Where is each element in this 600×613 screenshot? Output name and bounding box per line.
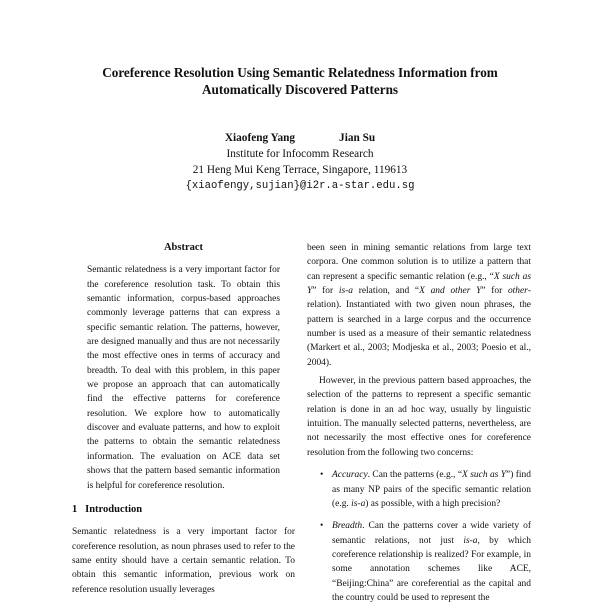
title-line-2: Automatically Discovered Patterns	[201, 82, 399, 97]
intro-paragraph: Semantic relatedness is a very important factor for coreference resolution, as noun phrases used to refer to the same entity should have a certain semantic relation. To obtain this semantic information, previous work on reference resolution usually leverages	[72, 527, 295, 595]
title-line-1: Coreference Resolution Using Semantic Relatedness Information from	[102, 65, 498, 80]
abstract-text: Semantic relatedness is a very important factor for the coreference resolution task. To obtain this semantic information, corpus-based approaches commonly leverage patterns that can express a specific semantic relation. The patterns, however, are designed manually and thus are not necessarily the most effective ones in terms of accuracy and breadth. To deal with this problem, in this paper we propose an approach that can automatically find the effective patterns for coreference resolution. We explore how to automatically discover and evaluate patterns, and how to exploit the patterns to obtain the semantic relatedness information. The evaluation on ACE data set shows that the pattern based semantic information is helpful for coreference resolution.	[87, 265, 280, 491]
section-title: Introduction	[85, 503, 143, 515]
list-item: • Breadth. Can the patterns cover a wide variety of semantic relations, not just is-a, by which coreference relationship is realized? For example, in some annotation schemes like ACE, “Beijing:China” are coreferential as the capital and the country could be used to represent the	[320, 521, 531, 603]
bullet-icon: •	[320, 521, 324, 532]
paper-title	[40, 64, 560, 98]
body-paragraph: However, in the previous pattern based approaches, the selection of the patterns to represent a specific semantic relation is done in an ad hoc way, usually by linguistic intuition. The manually selected patterns, nevertheless, are not necessarily the most effective ones for coreference resolution from the following two concerns:	[307, 376, 531, 458]
section-heading-introduction	[72, 503, 295, 517]
list-item: • Accuracy. Can the patterns (e.g., “X such as Y”) find as many NP pairs of the specific semantic relation (e.g. is-a) as possible, with a high precision?	[320, 470, 531, 509]
affiliation: Institute for Infocomm Research	[226, 148, 374, 160]
author-name: Xiaofeng Yang	[224, 132, 296, 144]
right-column	[307, 241, 531, 613]
author-email: {xiaofengy,sujian}@i2r.a-star.edu.sg	[185, 180, 415, 192]
author-name: Jian Su	[339, 132, 376, 144]
section-number: 1	[72, 503, 78, 515]
author-block	[40, 130, 560, 194]
abstract-heading: Abstract	[163, 242, 204, 253]
author-names	[40, 130, 560, 146]
body-paragraph: been seen in mining semantic relations from large text corpora. One common solution is to utilize a pattern that can represent a specific semantic relation (e.g., “X such as Y” for is-a relation, and “X and other Y” for other-relation). Instantiated with two given noun phrases, the pattern is searched in a large corpus and the occurrence number is used as a measure of their semantic relatedness (Markert et al., 2003; Modjeska et al., 2003; Poesio et al., 2004).	[307, 243, 532, 368]
bullet-icon: •	[320, 470, 324, 481]
concerns-list	[307, 468, 531, 605]
left-column	[72, 241, 295, 601]
address: 21 Heng Mui Keng Terrace, Singapore, 119613	[192, 164, 408, 176]
